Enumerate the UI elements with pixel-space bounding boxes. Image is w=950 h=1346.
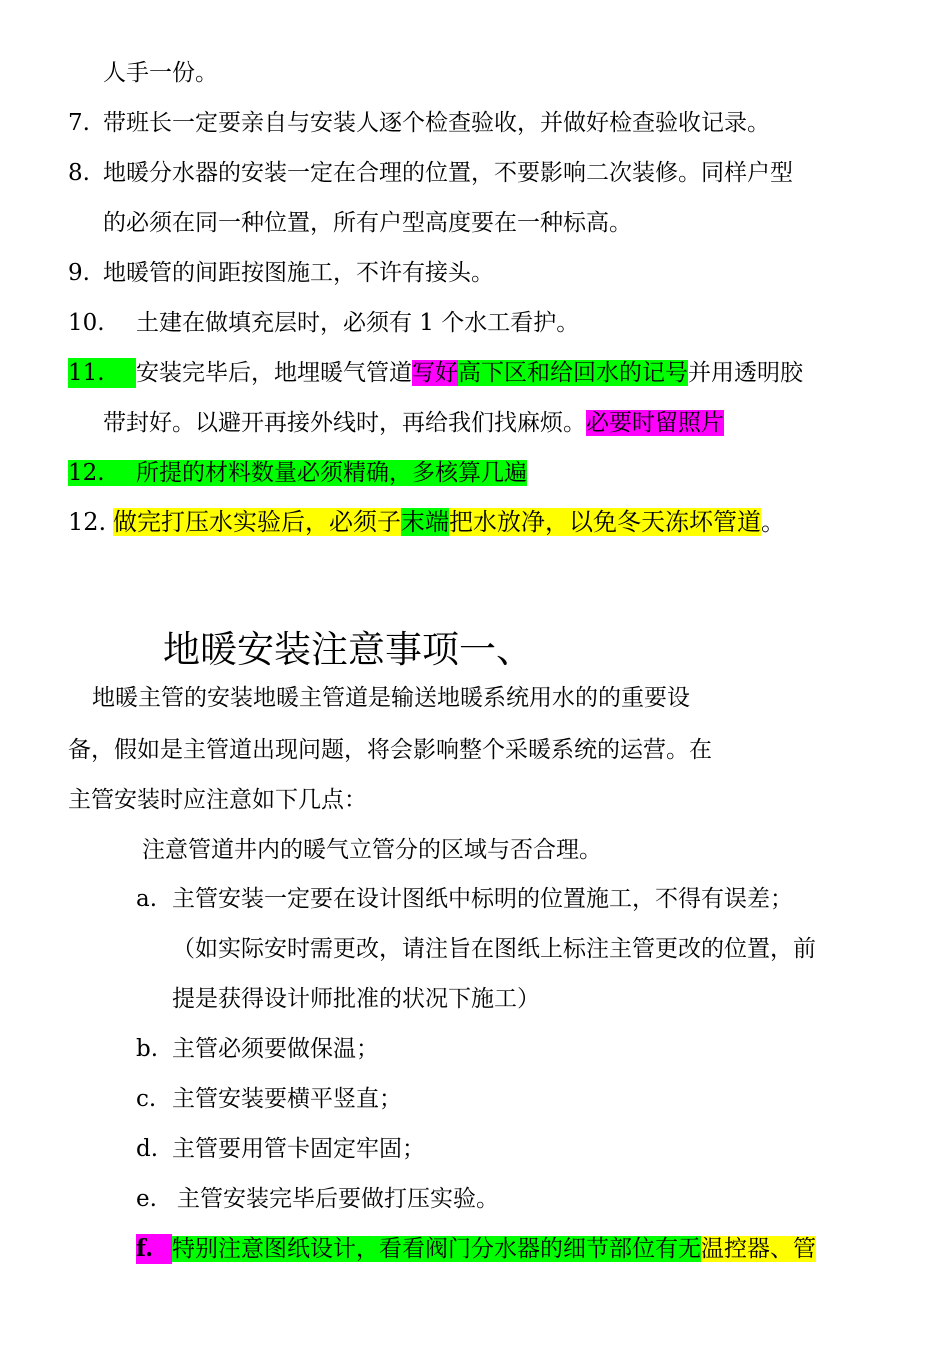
list-item-9: 9. 地暖管的间距按图施工，不许有接头。 — [68, 260, 494, 286]
highlight-yellow: 把水放净，以免冬天冻坏管道 — [449, 508, 761, 536]
sub-item-c: c. 主管安装要横平竖直； — [136, 1086, 402, 1112]
list-number: 7. — [68, 110, 90, 136]
highlight-yellow: 做完打压水实验后，必须子 — [113, 508, 401, 536]
sub-item-label: d. — [136, 1136, 159, 1162]
highlight-magenta: 写好 — [412, 360, 458, 386]
list-item-12 — [68, 458, 527, 488]
sub-item-e: e. 主管安装完毕后要做打压实验。 — [136, 1186, 499, 1212]
list-item-12b: 12. 做完打压水实验后，必须子末端把水放净，以免冬天冻坏管道。 — [68, 508, 785, 536]
note-line: 注意管道井内的暖气立管分的区域与否合理。 — [142, 837, 602, 863]
list-item-8-continuation: 的必须在同一种位置，所有户型高度要在一种标高。 — [103, 210, 632, 236]
sub-item-a-continuation: 提是获得设计师批准的状况下施工） — [172, 986, 540, 1012]
highlight-green: 12. 所提的材料数量必须精确，多核算几遍 — [68, 460, 527, 486]
highlight-green: 特别注意图纸设计，看看阀门分水器的细节部位有无 — [172, 1236, 701, 1262]
section-title: 地暖安装注意事项一、 — [163, 628, 533, 671]
sub-item-f — [136, 1234, 816, 1264]
list-number: 10. — [68, 310, 105, 336]
list-item-7: 7. 带班长一定要亲自与安装人逐个检查验收，并做好检查验收记录。 — [68, 110, 770, 136]
sub-item-a: a. 主管安装一定要在设计图纸中标明的位置施工，不得有误差； — [136, 886, 793, 912]
list-number: 12. — [68, 508, 107, 536]
highlight-magenta: 必要时留照片 — [586, 410, 724, 436]
highlight-green: 高下区和给回水的记号 — [458, 360, 688, 386]
list-item-11-continuation: 带封好。以避开再接外线时，再给我们找麻烦。必要时留照片 — [103, 410, 724, 436]
list-item-10: 10. 土建在做填充层时，必须有 1 个水工看护。 — [68, 310, 580, 336]
list-number: 11. — [68, 358, 136, 388]
highlight-yellow: 温控器、管 — [701, 1236, 816, 1262]
list-item-8: 8. 地暖分水器的安装一定在合理的位置，不要影响二次装修。同样户型 — [68, 160, 793, 186]
sub-item-a-continuation: （如实际安时需更改，请注旨在图纸上标注主管更改的位置，前 — [172, 936, 816, 962]
sub-item-label: a. — [136, 886, 158, 912]
sub-item-b: b. 主管必须要做保温； — [136, 1036, 379, 1062]
sub-item-label: e. — [136, 1186, 157, 1212]
list-item-11: 11. 安装完毕后，地埋暖气管道写好高下区和给回水的记号并用透明胶 — [68, 360, 803, 386]
list-number: 12. — [68, 460, 105, 486]
list-number: 9. — [68, 260, 90, 286]
list-item-6-continuation: 人手一份。 — [103, 60, 218, 86]
sub-item-label: c. — [136, 1086, 157, 1112]
sub-item-label: b. — [136, 1036, 159, 1062]
intro-paragraph-line-2: 备，假如是主管道出现问题，将会影响整个采暖系统的运营。在 — [68, 737, 712, 763]
list-number: 8. — [68, 160, 90, 186]
sub-item-d: d. 主管要用管卡固定牢固； — [136, 1136, 425, 1162]
highlight-green: 末端 — [401, 508, 449, 536]
intro-paragraph-line-1: 地暖主管的安装地暖主管道是输送地暖系统用水的的重要设 — [92, 685, 690, 711]
sub-item-label: f. — [136, 1234, 172, 1264]
intro-paragraph-line-3: 主管安装时应注意如下几点： — [68, 787, 367, 813]
